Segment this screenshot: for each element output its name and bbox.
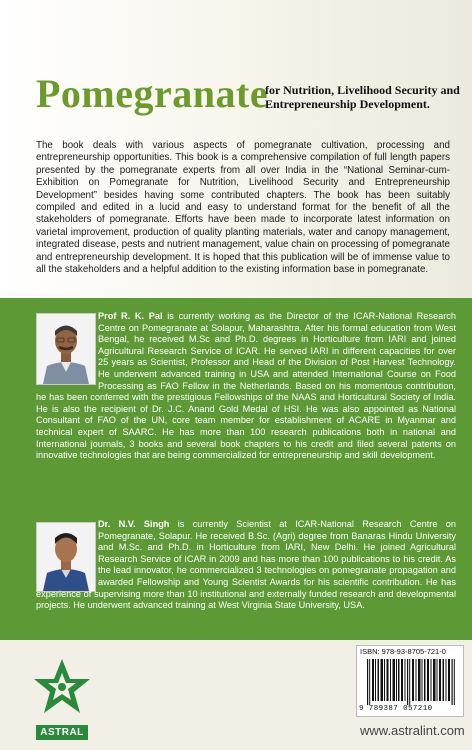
author1-bio-text: is currently working as the Director of the ICAR-National Research Centre on Pomegranate at Solapur, Maharashtra. After his formal education from West Bengal, he received M.Sc and Ph.D. degrees in Horticulture from IARI and joined Agricultural Research Service of ICAR. He served IARI in different capacities for over 25 years as Scientist, Professor and Head of the Division of Post Harvest Technology. He underwent advanced training in USA and attended International Course on Food Processing as FAO Fellow in the Netherlands. Based on his momentous contribution, he has been conferred with the prestigious Fellowships of the NAAS and Horticultural Society of India. He is also the recipient of Dr. J.C. Anand Gold Medal of HSI. He was also appointed as National Consultant of FAO of the UN, core team member for establishment of ACARE in Myanmar and technical expert of SAARC. He has more than 100 research publications both in national and International journals, 3 books and several book chapters to his credit and filed several patents on innovative technologies that are being commercialized for entrepreneurship and skill development. bbox=[36, 311, 456, 461]
top-section bbox=[0, 0, 472, 298]
barcode-digits: 9 789387 057210 bbox=[359, 705, 433, 713]
isbn-text: ISBN: 978-93-8705-721-0 bbox=[360, 647, 446, 656]
author2-bio-text: is currently Scientist at ICAR-National Research Centre on Pomegranate, Solapur. He received B.Sc. (Agri) degree from Banaras Hindu University and M.Sc. and Ph.D. in Horticulture from IARI, New Delhi. He joined Agricultural Research Service of ICAR in 2009 and has more than 100 publications to his credit. As the lead innovator, he commercialized 3 technologies on pomegranate propagation and awarded Fellowship and Young Scientist Awards for his scientific contribution. He has experience of supervising more than 10 institutional and externally funded research and developmental projects. He underwent advanced training at West Virginia State University, USA. bbox=[36, 519, 456, 611]
author2-name: Dr. N.V. Singh bbox=[98, 519, 170, 529]
book-description: The book deals with various aspects of pomegranate cultivation, processing and entrepreneurship opportunities. This book is a comprehensive compilation of full length papers presented by the pomegranate experts from all over India in the “National Seminar-cum-Exhibition on Pomegranate for Nutrition, Livelihood Security and Entrepreneurship Development” besides having some contributed chapters. The book has been suitably compiled and edited in a lucid and easy to understand format for the benefit of all the stakeholders of pomegranate. Efforts have been made to incorporate latest information on varietal improvement, production of quality planting materials, water and canopy management, integrated disease, pests and nutrient management, value chain on processing of pomegranate and entrepreneurship development. It is hoped that this publication will be of immense value to all the stakeholders and a helpful addition to the existing information base in pomegranate. bbox=[36, 140, 450, 276]
book-subtitle: for Nutrition, Livelihood Security and Entrepreneurship Development. bbox=[265, 83, 460, 111]
publisher-logo-text: ASTRAL bbox=[36, 725, 88, 740]
book-title: Pomegranate bbox=[36, 71, 269, 116]
author1-name: Prof R. K. Pal bbox=[98, 311, 163, 321]
author1-bio bbox=[36, 311, 456, 462]
author2-bio bbox=[36, 519, 456, 612]
barcode bbox=[356, 645, 464, 717]
publisher-website[interactable]: www.astralint.com bbox=[360, 723, 465, 738]
barcode-bars bbox=[367, 659, 457, 705]
